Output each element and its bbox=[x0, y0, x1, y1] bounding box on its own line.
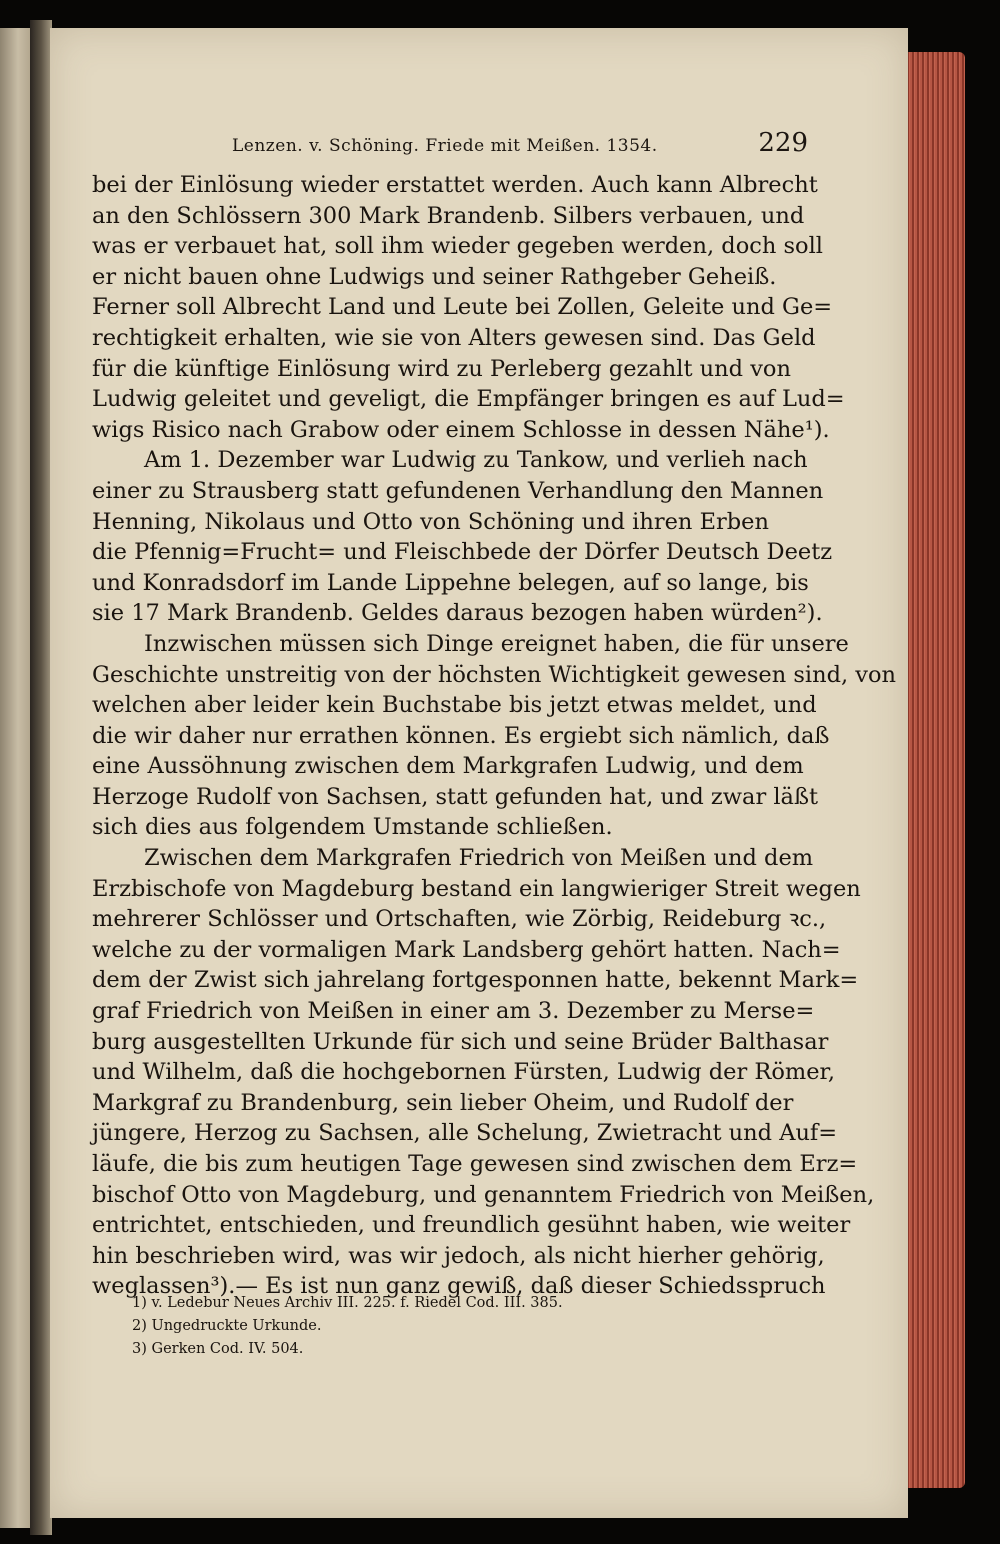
left-page-edge bbox=[0, 28, 30, 1528]
text-line: entrichtet, entschieden, und freundlich gesühnt haben, wie weiter bbox=[92, 1212, 851, 1239]
text-line: Inzwischen müssen sich Dinge ereignet haben, die für unsere bbox=[144, 630, 849, 657]
text-line: einer zu Strausberg statt gefundenen Verhandlung den Mannen bbox=[92, 477, 824, 504]
footnote: 3) Gerken Cod. IV. 504. bbox=[132, 1341, 304, 1357]
text-line: burg ausgestellten Urkunde für sich und seine Brüder Balthasar bbox=[92, 1028, 829, 1055]
text-line: Henning, Nikolaus und Otto von Schöning und ihren Erben bbox=[92, 508, 769, 535]
text-line: an den Schlössern 300 Mark Brandenb. Silbers verbauen, und bbox=[92, 202, 805, 229]
text-line: und Konradsdorf im Lande Lippehne belegen, auf so lange, bis bbox=[92, 569, 809, 596]
text-line: graf Friedrich von Meißen in einer am 3. Dezember zu Merse= bbox=[92, 998, 815, 1025]
text-line: sie 17 Mark Brandenb. Geldes daraus bezogen haben würden²). bbox=[92, 600, 823, 627]
book-gutter bbox=[30, 20, 52, 1535]
footnote: 1) v. Ledebur Neues Archiv III. 225. f. Riedel Cod. III. 385. bbox=[132, 1295, 563, 1311]
text-line: er nicht bauen ohne Ludwigs und seiner Rathgeber Geheiß. bbox=[92, 263, 777, 290]
text-line: und Wilhelm, daß die hochgebornen Fürsten, Ludwig der Römer, bbox=[92, 1059, 835, 1086]
text-line: jüngere, Herzog zu Sachsen, alle Schelung, Zwietracht und Auf= bbox=[92, 1120, 838, 1147]
text-line: Am 1. Dezember war Ludwig zu Tankow, und verlieh nach bbox=[144, 447, 808, 474]
footnote: 2) Ungedruckte Urkunde. bbox=[132, 1318, 322, 1334]
text-line: eine Aussöhnung zwischen dem Markgrafen Ludwig, und dem bbox=[92, 753, 804, 780]
text-line: Zwischen dem Markgrafen Friedrich von Meißen und dem bbox=[144, 845, 814, 872]
text-line: für die künftige Einlösung wird zu Perleberg gezahlt und von bbox=[92, 355, 791, 382]
text-line: hin beschrieben wird, was wir jedoch, als nicht hierher gehörig, bbox=[92, 1242, 825, 1269]
text-line: welche zu der vormaligen Mark Landsberg gehört hatten. Nach= bbox=[92, 936, 841, 963]
footnotes bbox=[132, 1292, 752, 1361]
text-line: mehrerer Schlösser und Ortschaften, wie Zörbig, Reideburg ꝛc., bbox=[92, 906, 827, 933]
text-line: die wir daher nur errathen können. Es ergiebt sich nämlich, daß bbox=[92, 722, 830, 749]
text-line: bischof Otto von Magdeburg, und genanntem Friedrich von Meißen, bbox=[92, 1181, 875, 1208]
text-line: rechtigkeit erhalten, wie sie von Alters gewesen sind. Das Geld bbox=[92, 324, 816, 351]
text-line: dem der Zwist sich jahrelang fortgesponnen hatte, bekennt Mark= bbox=[92, 967, 859, 994]
body-text bbox=[92, 170, 897, 1302]
text-line: bei der Einlösung wieder erstattet werden. Auch kann Albrecht bbox=[92, 172, 818, 198]
text-line: wigs Risico nach Grabow oder einem Schlosse in dessen Nähe¹). bbox=[92, 416, 830, 443]
page-number: 229 bbox=[758, 128, 808, 158]
text-line: die Pfennig=Frucht= und Fleischbede der Dörfer Deutsch Deetz bbox=[92, 539, 833, 566]
text-line: weglassen³).— Es ist nun ganz gewiß, daß dieser Schiedsspruch bbox=[92, 1273, 826, 1300]
text-line: Erzbischofe von Magdeburg bestand ein langwieriger Streit wegen bbox=[92, 875, 861, 902]
text-line: läufe, die bis zum heutigen Tage gewesen sind zwischen dem Erz= bbox=[92, 1151, 858, 1177]
text-line: was er verbauet hat, soll ihm wieder gegeben werden, doch soll bbox=[92, 233, 823, 260]
text-line: Markgraf zu Brandenburg, sein lieber Oheim, und Rudolf der bbox=[92, 1089, 794, 1116]
page-block-edge bbox=[905, 52, 965, 1488]
text-line: Geschichte unstreitig von der höchsten Wichtigkeit gewesen sind, von bbox=[92, 661, 897, 688]
text-line: Ludwig geleitet und geveligt, die Empfänger bringen es auf Lud= bbox=[92, 386, 845, 413]
running-head bbox=[232, 128, 808, 164]
text-line: Herzoge Rudolf von Sachsen, statt gefunden hat, und zwar läßt bbox=[92, 783, 819, 810]
text-line: Ferner soll Albrecht Land und Leute bei Zollen, Geleite und Ge= bbox=[92, 294, 833, 321]
running-head-title: Lenzen. v. Schöning. Friede mit Meißen. 1354. bbox=[232, 136, 658, 156]
text-line: welchen aber leider kein Buchstabe bis jetzt etwas meldet, und bbox=[92, 692, 817, 719]
text-line: sich dies aus folgendem Umstande schließen. bbox=[92, 814, 613, 841]
